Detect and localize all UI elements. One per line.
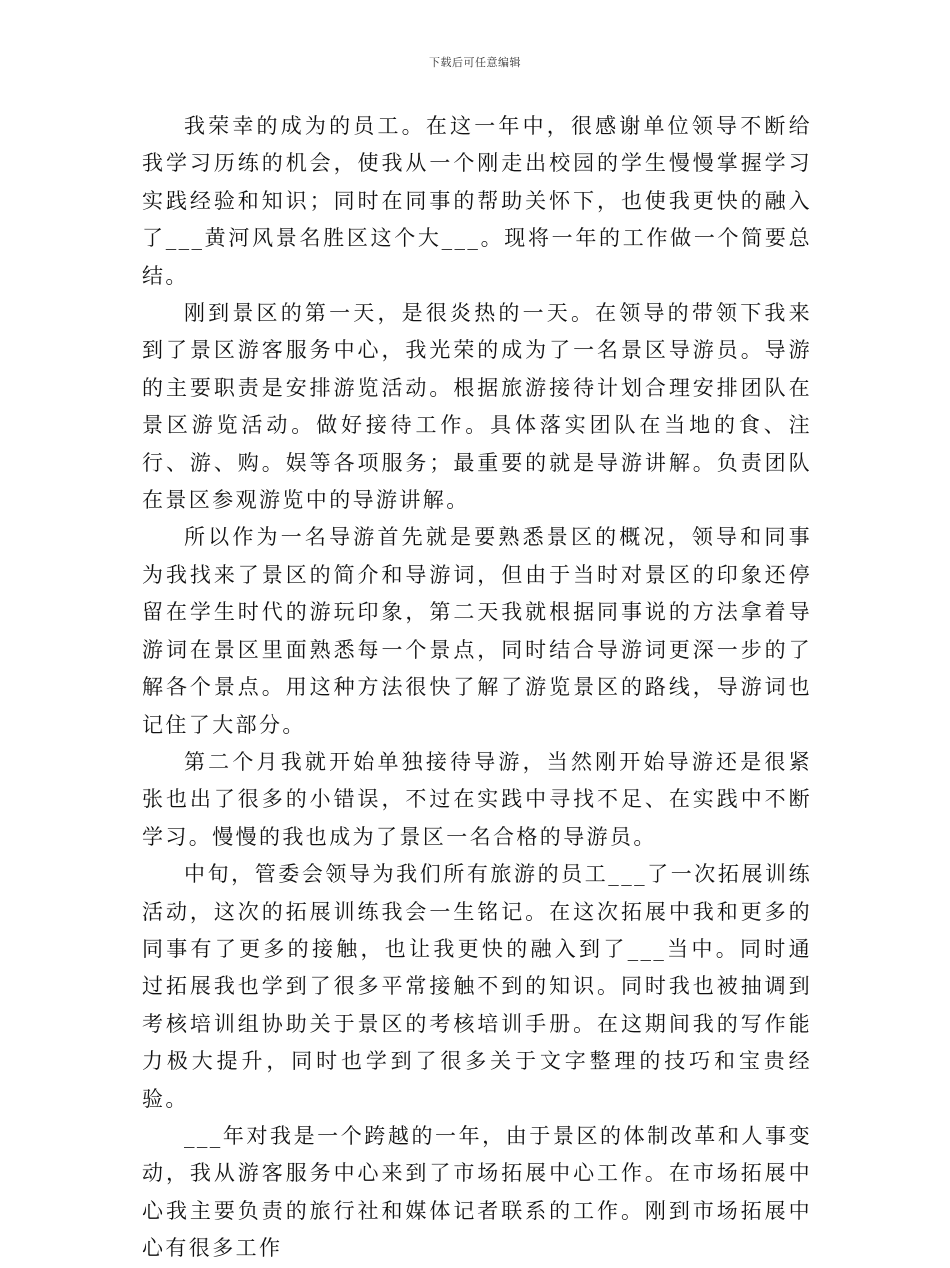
paragraph: 所以作为一名导游首先就是要熟悉景区的概况，领导和同事为我找来了景区的简介和导游词，但由于当时对景区的印象还停留在学生时代的游玩印象，第二天我就根据同事说的方法拿着导游词在景区里面熟悉每一个景点，同时结合导游词更深一步的了解各个景点。用这种方法很快了解了游览景区的路线，导游词也记住了大部分。 xyxy=(142,525,812,737)
document-body xyxy=(142,108,812,1268)
paragraph: 中旬，管委会领导为我们所有旅游的员工___了一次拓展训练活动，这次的拓展训练我会一生铭记。在这次拓展中我和更多的同事有了更多的接触，也让我更快的融入到了___当中。同时通过拓展我也学到了很多平常接触不到的知识。同时我也被抽调到考核培训组协助关于景区的考核培训手册。在这期间我的写作能力极大提升，同时也学到了很多关于文字整理的技巧和宝贵经验。 xyxy=(142,862,812,1111)
paragraph: 我荣幸的成为的员工。在这一年中，很感谢单位领导不断给我学习历练的机会，使我从一个刚走出校园的学生慢慢掌握学习实践经验和知识；同时在同事的帮助关怀下，也使我更快的融入了___黄河风景名胜区这个大___。现将一年的工作做一个简要总结。 xyxy=(142,114,812,288)
paragraph: 第二个月我就开始单独接待导游，当然刚开始导游还是很紧张也出了很多的小错误，不过在实践中寻找不足、在实践中不断学习。慢慢的我也成为了景区一名合格的导游员。 xyxy=(142,749,812,849)
paragraph: ___年对我是一个跨越的一年，由于景区的体制改革和人事变动，我从游客服务中心来到了市场拓展中心工作。在市场拓展中心我主要负责的旅行社和媒体记者联系的工作。刚到市场拓展中心有很多工作 xyxy=(142,1123,812,1261)
page-header: 下载后可任意编辑 xyxy=(429,56,521,69)
paragraph: 刚到景区的第一天，是很炎热的一天。在领导的带领下我来到了景区游客服务中心，我光荣的成为了一名景区导游员。导游的主要职责是安排游览活动。根据旅游接待计划合理安排团队在景区游览活动。做好接待工作。具体落实团队在当地的食、注行、游、购。娱等各项服务；最重要的就是导游讲解。负责团队在景区参观游览中的导游讲解。 xyxy=(142,301,812,513)
